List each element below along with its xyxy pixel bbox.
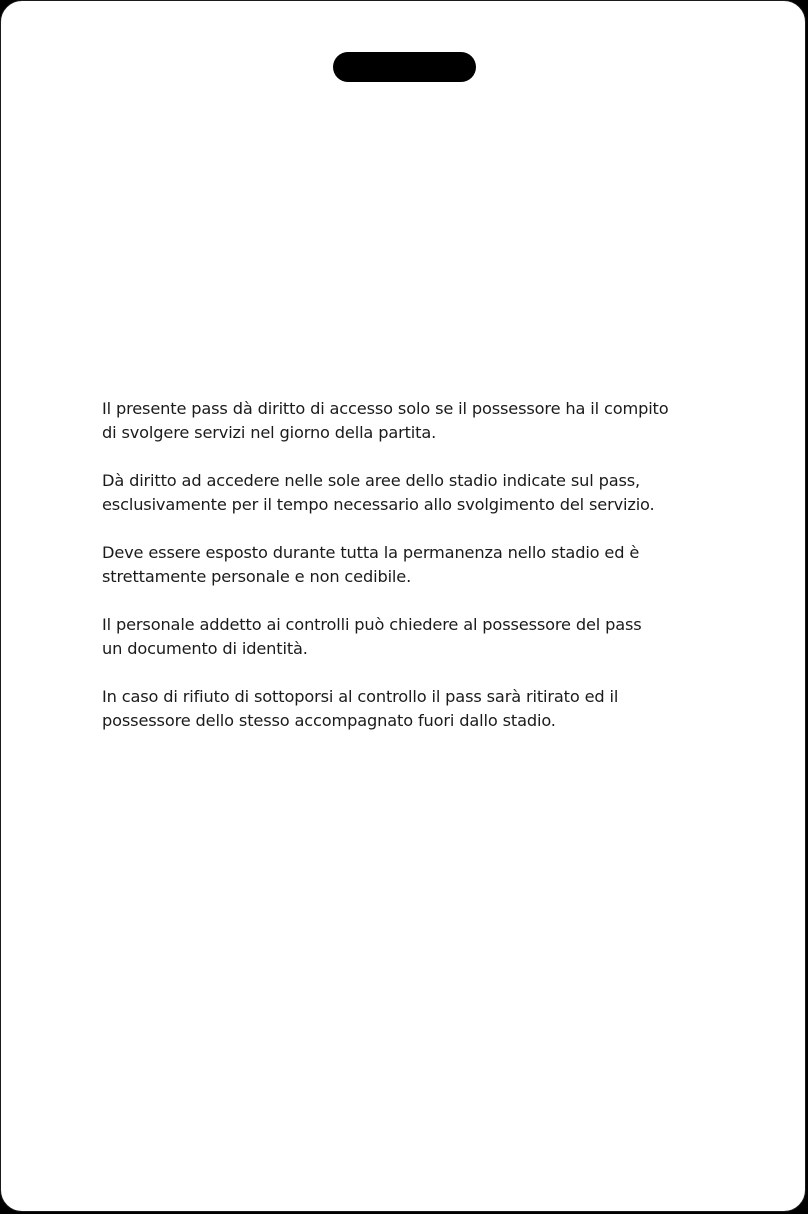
terms-line: Deve essere esposto durante tutta la permanenza nello stadio ed è: [102, 543, 640, 562]
terms-paragraph-3: [102, 541, 702, 589]
terms-line: strettamente personale e non cedibile.: [102, 567, 412, 586]
terms-line: esclusivamente per il tempo necessario allo svolgimento del servizio.: [102, 495, 655, 514]
terms-line: Il personale addetto ai controlli può chiedere al possessore del pass: [102, 615, 642, 634]
lanyard-slot: [333, 52, 476, 82]
terms-line: un documento di identità.: [102, 639, 308, 658]
terms-paragraph-2: [102, 469, 702, 517]
terms-line: possessore dello stesso accompagnato fuori dallo stadio.: [102, 711, 556, 730]
terms-line: In caso di rifiuto di sottoporsi al controllo il pass sarà ritirato ed il: [102, 687, 619, 706]
terms-paragraph-1: [102, 397, 702, 445]
terms-line: Dà diritto ad accedere nelle sole aree dello stadio indicate sul pass,: [102, 471, 641, 490]
terms-paragraph-5: [102, 685, 702, 733]
terms-line: di svolgere servizi nel giorno della partita.: [102, 423, 437, 442]
terms-line: Il presente pass dà diritto di accesso solo se il possessore ha il compito: [102, 399, 669, 418]
terms-paragraph-4: [102, 613, 702, 661]
terms-text-block: [102, 397, 702, 757]
